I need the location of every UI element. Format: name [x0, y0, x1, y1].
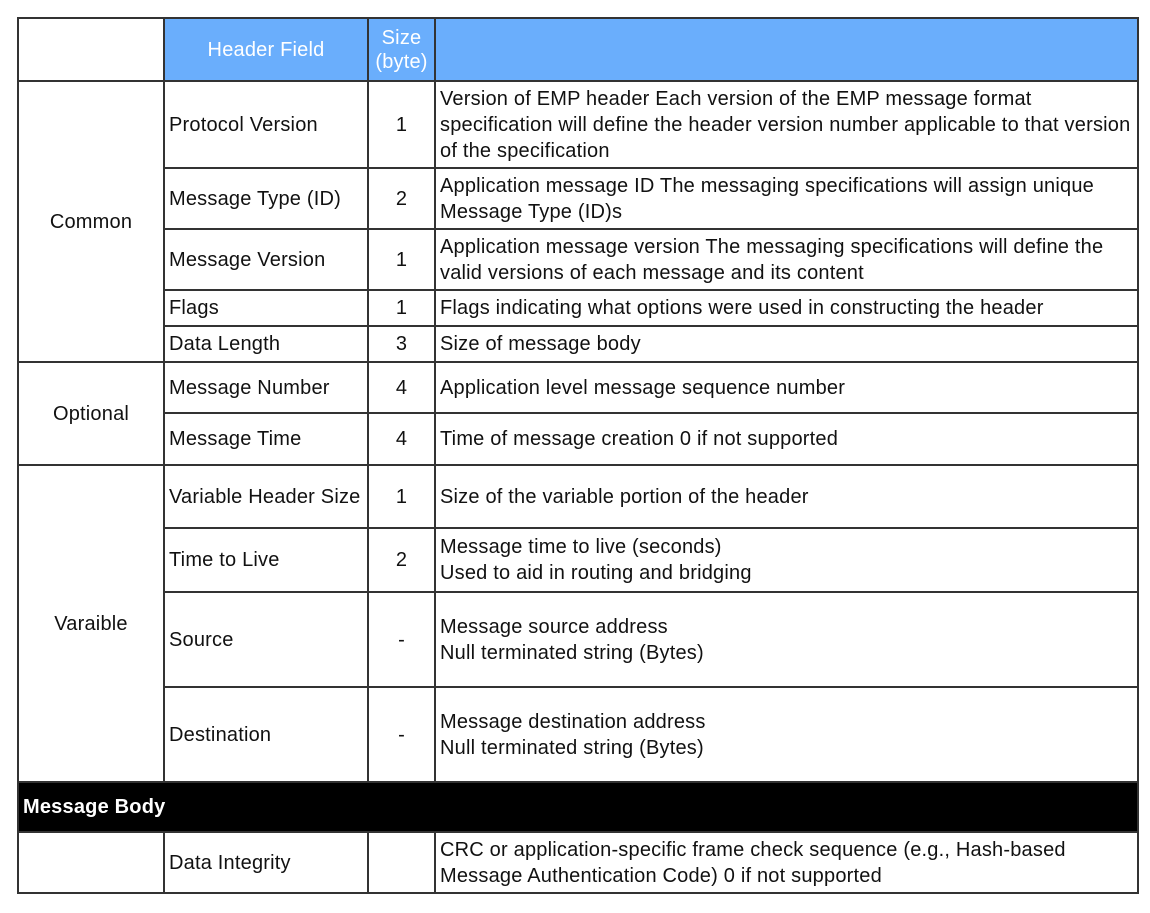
description-cell: Size of message body: [435, 326, 1138, 362]
header-field-column: Header Field: [164, 18, 368, 81]
table-row: [18, 362, 1138, 413]
size-cell: 2: [368, 528, 435, 592]
group-optional: Optional: [18, 362, 164, 465]
table-row: [18, 832, 1138, 893]
table-row: [18, 290, 1138, 326]
field-cell: Protocol Version: [164, 81, 368, 168]
table-row: [18, 465, 1138, 528]
description-cell: [435, 528, 1138, 592]
field-cell: Data Length: [164, 326, 368, 362]
table-row: [18, 326, 1138, 362]
description-cell: Flags indicating what options were used in constructing the header: [435, 290, 1138, 326]
table-row: [18, 168, 1138, 229]
table-row: [18, 81, 1138, 168]
table-row: [18, 528, 1138, 592]
description-cell: [435, 687, 1138, 782]
field-cell: Message Number: [164, 362, 368, 413]
header-description-column: [435, 18, 1138, 81]
table-header-row: [18, 18, 1138, 81]
size-cell: -: [368, 592, 435, 687]
message-body-title: Message Body: [18, 782, 1138, 832]
table-row: [18, 592, 1138, 687]
field-cell: Variable Header Size: [164, 465, 368, 528]
field-cell: Message Time: [164, 413, 368, 465]
header-size-unit: (byte): [375, 50, 428, 73]
field-cell: Data Integrity: [164, 832, 368, 893]
description-cell: CRC or application-specific frame check sequence (e.g., Hash-based Message Authentication Code) 0 if not supported: [435, 832, 1138, 893]
field-cell: Message Type (ID): [164, 168, 368, 229]
header-size-column: [368, 18, 435, 81]
description-line: Null terminated string (Bytes): [440, 736, 704, 759]
table-row: [18, 229, 1138, 290]
body-group-blank: [18, 832, 164, 893]
description-cell: Time of message creation 0 if not supported: [435, 413, 1138, 465]
field-cell: Message Version: [164, 229, 368, 290]
table-row: [18, 413, 1138, 465]
size-cell: 4: [368, 413, 435, 465]
size-cell: 2: [368, 168, 435, 229]
header-blank-cell: [18, 18, 164, 81]
header-size-label: Size: [381, 26, 422, 49]
size-cell: [368, 832, 435, 893]
description-line: Null terminated string (Bytes): [440, 641, 704, 664]
size-cell: 1: [368, 229, 435, 290]
field-cell: Flags: [164, 290, 368, 326]
description-cell: [435, 592, 1138, 687]
description-cell: Application level message sequence number: [435, 362, 1138, 413]
description-cell: Version of EMP header Each version of the EMP message format specification will define the header version number applicable to that version of the specification: [435, 81, 1138, 168]
table-row: [18, 687, 1138, 782]
description-cell: Size of the variable portion of the header: [435, 465, 1138, 528]
field-cell: Destination: [164, 687, 368, 782]
description-cell: Application message version The messaging specifications will define the valid versions of each message and its content: [435, 229, 1138, 290]
emp-header-table: [17, 17, 1139, 894]
size-cell: 4: [368, 362, 435, 413]
description-line: Used to aid in routing and bridging: [440, 562, 752, 584]
size-cell: -: [368, 687, 435, 782]
field-cell: Time to Live: [164, 528, 368, 592]
size-cell: 1: [368, 290, 435, 326]
size-cell: 1: [368, 465, 435, 528]
description-line: Message destination address: [440, 710, 706, 733]
description-line: Message time to live (seconds): [440, 536, 722, 558]
size-cell: 1: [368, 81, 435, 168]
message-body-section-row: [18, 782, 1138, 832]
group-variable: Varaible: [18, 465, 164, 782]
size-cell: 3: [368, 326, 435, 362]
description-cell: Application message ID The messaging specifications will assign unique Message Type (ID)s: [435, 168, 1138, 229]
group-common: Common: [18, 81, 164, 362]
description-line: Message source address: [440, 615, 668, 638]
field-cell: Source: [164, 592, 368, 687]
